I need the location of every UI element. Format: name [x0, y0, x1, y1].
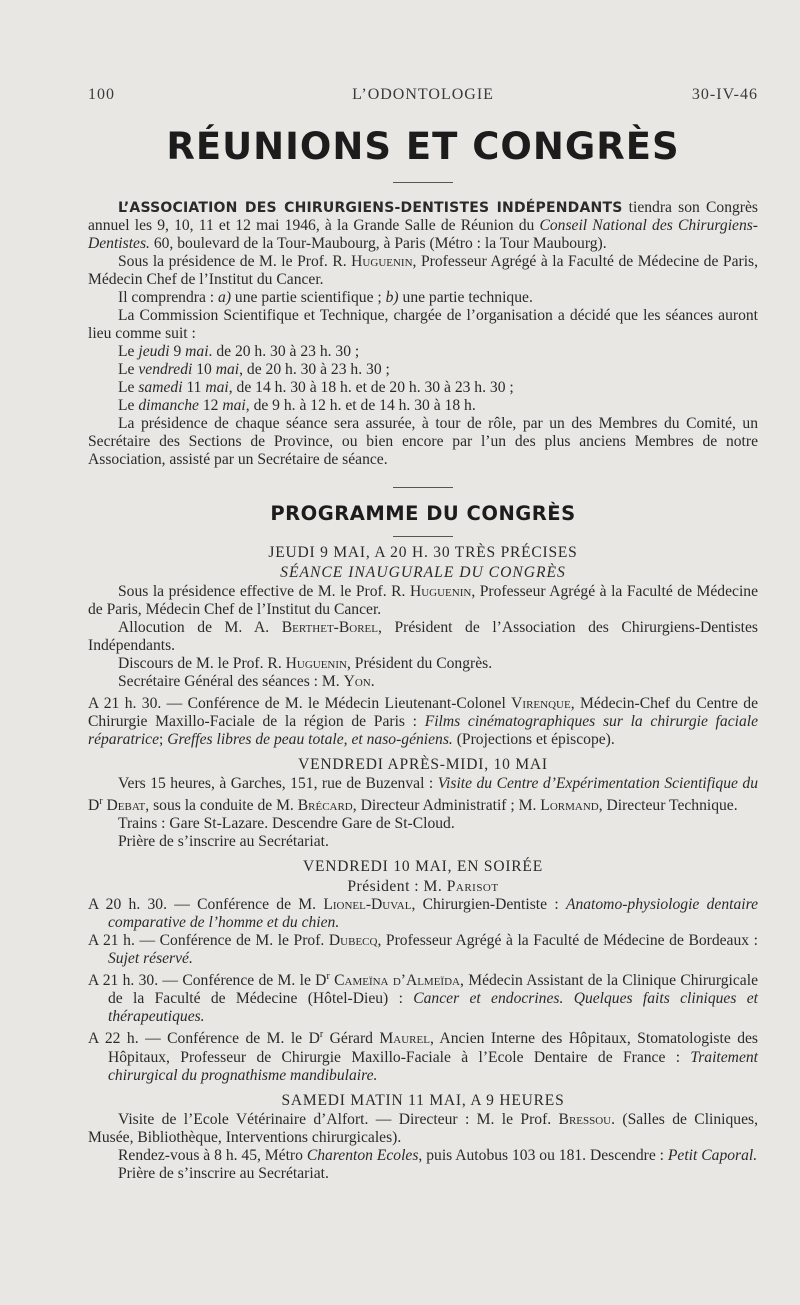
schedule-item: Le samedi 11 mai, de 14 h. 30 à 18 h. et de 20 h. 30 à 23 h. 30 ;: [118, 379, 514, 396]
jeudi-secretaire: Secrétaire Général des séances : M. Yon.: [118, 673, 375, 690]
vendredi-president: Président : M. Parisot: [347, 878, 499, 896]
day-heading-vendredi-apres-midi: VENDREDI APRÈS-MIDI, 10 MAI: [298, 756, 548, 773]
person-name: Huguenin: [351, 253, 413, 270]
intro-paragraph-3: Il comprendra : a) une partie scientifique ; b) une partie technique.: [118, 289, 533, 306]
conference-2130: A 21 h. 30. — Conférence de M. le $D^r$ Cameïna d’Almeïda, Médecin Assistant de la Clinique Chirurgicale de la Faculté de Médecine (Hôtel-Dieu) : Cancer et endocrines. Quelques faits cliniques et thérapeutiques.: [88, 971, 758, 1026]
conference-2100: A 21 h. — Conférence de M. le Prof. Dubecq, Professeur Agrégé à la Faculté de Médecine de Bordeaux : Sujet réservé.: [88, 932, 758, 968]
intro-paragraph-1: L’ASSOCIATION DES CHIRURGIENS-DENTISTES INDÉPENDANTS tiendra son Congrès annuel les 9, 10, 11 et 12 mai 1946, à la Grande Salle de Réunion du Conseil National des Chirurgiens-Dentistes. 60, boulevard de la Tour-Maubourg, à Paris (Métro : la Tour Maubourg).: [88, 199, 758, 252]
jeudi-discours: Discours de M. le Prof. R. Huguenin, Président du Congrès.: [118, 655, 493, 672]
day-heading-vendredi-soiree: VENDREDI 10 MAI, EN SOIRÉE: [303, 858, 543, 876]
association-name: L’ASSOCIATION DES CHIRURGIENS-DENTISTES INDÉPENDANTS: [118, 200, 623, 216]
journal-title: L’ODONTOLOGIE: [352, 86, 494, 103]
schedule-list: [88, 343, 758, 415]
samedi-rendez-vous: Rendez-vous à 8 h. 45, Métro Charenton Ecoles, puis Autobus 103 ou 181. Descendre : Petit Caporal.: [118, 1146, 758, 1164]
page-title: RÉUNIONS ET CONGRÈS: [166, 125, 680, 168]
intro-section: [88, 199, 758, 469]
day-subheading-seance-inaugurale: SÉANCE INAUGURALE DU CONGRÈS: [280, 564, 566, 581]
schedule-item: Le jeudi 9 mai. de 20 h. 30 à 23 h. 30 ;: [118, 343, 360, 360]
page-number: 100: [88, 86, 115, 103]
divider: [393, 182, 453, 183]
jeudi-conference: A 21 h. 30. — Conférence de M. le Médecin Lieutenant-Colonel Virenque, Médecin-Chef du Centre de Chirurgie Maxillo-Faciale de la région de Paris : Films cinématographiques sur la chirurgie faciale réparatrice; Greffes libres de peau totale, et naso-géniens. (Projections et épiscope).: [88, 695, 759, 748]
jeudi-allocution: Allocution de M. A. Berthet-Borel, Président de l’Association des Chirurgiens-Dentistes Indépendants.: [88, 619, 758, 654]
conference-2030: A 20 h. 30. — Conférence de M. Lionel-Duval, Chirurgien-Dentiste : Anatomo-physiologie dentaire comparative de l’homme et du chien.: [88, 896, 758, 932]
vendredi-visite: Vers 15 heures, à Garches, 151, rue de Buzenval : Visite du Centre d’Expérimentation Scientifique du $D^r$ Debat, sous la conduite de M. Brécard, Directeur Administratif ; M. Lormand, Directeur Technique.: [88, 775, 758, 815]
intro-paragraph-4: La Commission Scientifique et Technique, chargée de l’organisation a décidé que les séances auront lieu comme suit :: [88, 307, 758, 342]
samedi-visite: Visite de l’Ecole Vétérinaire d’Alfort. — Directeur : M. le Prof. Bressou. (Salles de Cliniques, Musée, Bibliothèque, Interventions chirurgicales).: [88, 1110, 758, 1146]
programme-title: PROGRAMME DU CONGRÈS: [270, 502, 576, 525]
schedule-item: Le vendredi 10 mai, de 20 h. 30 à 23 h. 30 ;: [118, 361, 390, 378]
vendredi-trains: Trains : Gare St-Lazare. Descendre Gare de St-Cloud.: [118, 815, 455, 833]
jeudi-presidence: Sous la présidence effective de M. le Prof. R. Huguenin, Professeur Agrégé à la Faculté de Médecine de Paris, Médecin Chef de l’Institut du Cancer.: [88, 583, 758, 618]
divider: [393, 487, 453, 488]
divider: [393, 536, 453, 537]
day-heading-jeudi: JEUDI 9 MAI, A 20 H. 30 TRÈS PRÉCISES: [268, 544, 578, 561]
day-heading-samedi: SAMEDI MATIN 11 MAI, A 9 HEURES: [281, 1091, 565, 1109]
vendredi-inscription: Prière de s’inscrire au Secrétariat.: [118, 833, 329, 851]
intro-paragraph-5: La présidence de chaque séance sera assurée, à tour de rôle, par un des Membres du Comité, un Secrétaire des Sections de Province, ou bien encore par l’un des plus anciens Membres de notre Association, assisté par un Secrétaire de séance.: [88, 415, 758, 468]
schedule-item: Le dimanche 12 mai, de 9 h. à 12 h. et de 14 h. 30 à 18 h.: [118, 397, 476, 414]
issue-date: 30-IV-46: [691, 86, 758, 103]
intro-paragraph-2: Sous la présidence de M. le Prof. R. Huguenin, Professeur Agrégé à la Faculté de Médecine de Paris, Médecin Chef de l’Institut du Cancer.: [88, 253, 758, 288]
programme-section: [88, 500, 758, 1183]
running-header: [88, 86, 758, 106]
conference-2200: A 22 h. — Conférence de M. le $D^r$ Gérard Maurel, Ancien Interne des Hôpitaux, Stomatologiste des Hôpitaux, Professeur de Chirurgie Maxillo-Faciale à l’Ecole Dentaire de France : Traitement chirurgical du prognathisme mandibulaire.: [88, 1029, 758, 1084]
samedi-inscription: Prière de s’inscrire au Secrétariat.: [118, 1164, 329, 1182]
